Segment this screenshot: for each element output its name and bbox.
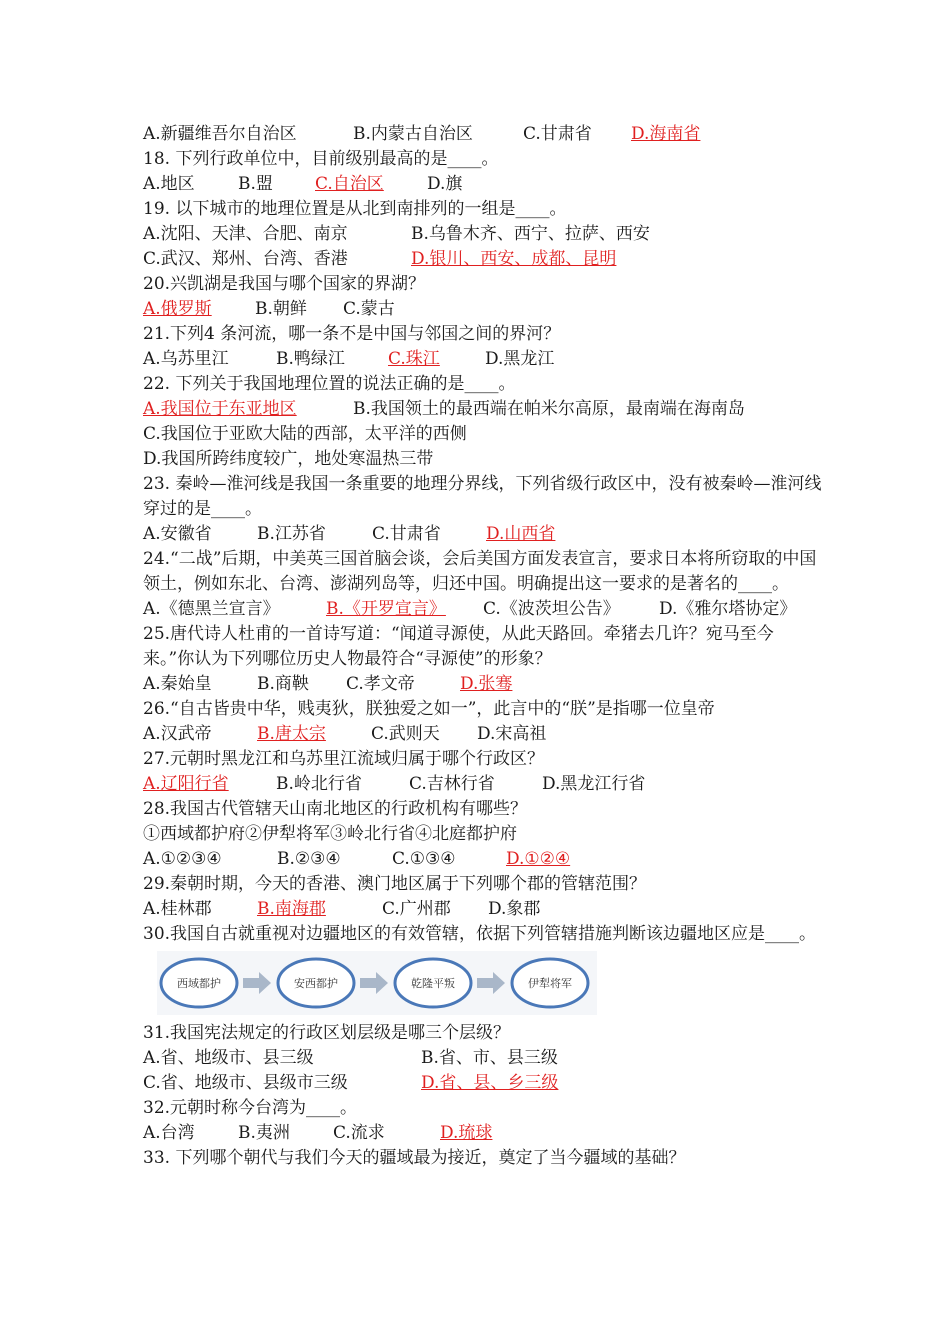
text-line xyxy=(143,847,823,872)
answer-option: D.省、县、乡三级 xyxy=(421,1073,559,1093)
text-segment: A.桂林郡 xyxy=(143,899,212,919)
text-segment: 22. 下列关于我国地理位置的说法正确的是____。 xyxy=(143,374,516,394)
text-line xyxy=(143,247,823,272)
text-segment: D.我国所跨纬度较广，地处寒温热三带 xyxy=(143,449,434,469)
flow-node-label: 乾隆平叛 xyxy=(411,977,455,990)
flow-diagram xyxy=(143,947,823,1021)
text-line xyxy=(143,1046,823,1071)
text-segment: A.沈阳、天津、合肥、南京 xyxy=(143,224,348,244)
answer-option: A.辽阳行省 xyxy=(143,774,229,794)
text-segment: B.乌鲁木齐、西宁、拉萨、西安 xyxy=(411,224,650,244)
answer-option: C.自治区 xyxy=(315,174,384,194)
text-segment: B.鸭绿江 xyxy=(276,349,345,369)
text-segment: A.地区 xyxy=(143,174,195,194)
text-line xyxy=(143,322,823,347)
text-line xyxy=(143,672,823,697)
text-segment: A.《德黑兰宣言》 xyxy=(143,599,280,619)
text-line xyxy=(143,522,823,547)
text-segment: 27.元朝时黑龙江和乌苏里江流域归属于哪个行政区？ xyxy=(143,749,545,769)
answer-option: D.银川、西安、成都、昆明 xyxy=(411,249,617,269)
text-segment: C.甘肃省 xyxy=(372,524,441,544)
text-segment: C.省、地级市、县级市三级 xyxy=(143,1073,348,1093)
text-segment: B.夷洲 xyxy=(238,1123,290,1143)
answer-option: B.唐太宗 xyxy=(257,724,326,744)
text-segment: 25.唐代诗人杜甫的一首诗写道：“闻道寻源使，从此天路回。牵猪去几许？宛马至今来。”你认为下列哪位历史人物最符合“寻源使”的形象？ xyxy=(143,624,774,669)
text-line xyxy=(143,297,823,322)
text-line xyxy=(143,372,823,397)
text-segment: C.《波茨坦公告》 xyxy=(483,599,620,619)
text-segment: 32.元朝时称今台湾为____。 xyxy=(143,1098,358,1118)
text-segment: B.内蒙古自治区 xyxy=(353,124,473,144)
text-line xyxy=(143,172,823,197)
text-segment: A.省、地级市、县三级 xyxy=(143,1048,314,1068)
text-segment: 30.我国自古就重视对边疆地区的有效管辖，依据下列管辖措施判断该边疆地区应是____。 xyxy=(143,924,817,944)
text-line xyxy=(143,147,823,172)
flow-node-label: 伊犁将军 xyxy=(528,977,572,990)
text-line xyxy=(143,397,823,422)
text-line xyxy=(143,347,823,372)
text-segment: 24.“二战”后期，中美英三国首脑会谈，会后美国方面发表宣言，要求日本将所窃取的中国领土，例如东北、台湾、澎湖列岛等，归还中国。明确提出这一要求的是著名的____。 xyxy=(143,549,817,594)
text-segment: C.①③④ xyxy=(392,849,456,869)
text-segment: 18. 下列行政单位中，目前级别最高的是____。 xyxy=(143,149,499,169)
text-segment: A.汉武帝 xyxy=(143,724,212,744)
text-segment: C.我国位于亚欧大陆的西部，太平洋的西侧 xyxy=(143,424,467,444)
text-line xyxy=(143,1121,823,1146)
text-segment: 20.兴凯湖是我国与哪个国家的界湖？ xyxy=(143,274,426,294)
text-segment: A.安徽省 xyxy=(143,524,212,544)
text-segment: C.甘肃省 xyxy=(523,124,592,144)
text-segment: 31.我国宪法规定的行政区划层级是哪三个层级？ xyxy=(143,1023,511,1043)
text-segment: B.江苏省 xyxy=(257,524,326,544)
text-line xyxy=(143,722,823,747)
answer-option: D.山西省 xyxy=(486,524,556,544)
text-line xyxy=(143,422,823,447)
text-segment: A.①②③④ xyxy=(143,849,222,869)
text-line xyxy=(143,1146,823,1171)
text-line xyxy=(143,597,823,622)
text-segment: 29.秦朝时期，今天的香港、澳门地区属于下列哪个郡的管辖范围？ xyxy=(143,874,647,894)
text-segment: C.流求 xyxy=(333,1123,385,1143)
text-segment: B.②③④ xyxy=(277,849,341,869)
text-segment: A.秦始皇 xyxy=(143,674,212,694)
text-segment: ①西域都护府②伊犁将军③岭北行省④北庭都护府 xyxy=(143,824,517,844)
flow-node-label: 安西都护 xyxy=(294,977,338,990)
text-segment: B.朝鲜 xyxy=(255,299,307,319)
answer-option: A.我国位于东亚地区 xyxy=(143,399,297,419)
text-segment: 33. 下列哪个朝代与我们今天的疆域最为接近，奠定了当今疆域的基础？ xyxy=(143,1148,686,1168)
text-line xyxy=(143,122,823,147)
text-segment: A.台湾 xyxy=(143,1123,195,1143)
text-line xyxy=(143,872,823,897)
answer-option: D.海南省 xyxy=(631,124,701,144)
answer-option: D.琉球 xyxy=(440,1123,493,1143)
text-line xyxy=(143,797,823,822)
text-segment: C.蒙古 xyxy=(343,299,395,319)
text-segment: C.武则天 xyxy=(371,724,440,744)
text-segment: A.乌苏里江 xyxy=(143,349,229,369)
document-page xyxy=(143,122,823,1171)
text-segment: C.武汉、郑州、台湾、香港 xyxy=(143,249,348,269)
answer-option: B.《开罗宣言》 xyxy=(326,599,446,619)
text-segment: C.孝文帝 xyxy=(346,674,415,694)
text-line xyxy=(143,1096,823,1121)
answer-option: D.张骞 xyxy=(460,674,513,694)
text-segment: D.宋高祖 xyxy=(477,724,547,744)
answer-option: D.①②④ xyxy=(506,849,571,869)
flow-node-label: 西域都护 xyxy=(177,977,221,990)
text-segment: D.黑龙江 xyxy=(485,349,555,369)
text-line xyxy=(143,197,823,222)
text-segment: 28.我国古代管辖天山南北地区的行政机构有哪些？ xyxy=(143,799,528,819)
text-segment: 19. 以下城市的地理位置是从北到南排列的一组是____。 xyxy=(143,199,567,219)
text-segment: B.我国领土的最西端在帕米尔高原，最南端在海南岛 xyxy=(353,399,745,419)
text-line xyxy=(143,922,823,947)
text-segment: 23. 秦岭—淮河线是我国一条重要的地理分界线，下列省级行政区中，没有被秦岭—淮河线穿过的是____。 xyxy=(143,474,822,519)
text-line xyxy=(143,697,823,722)
text-segment: D.黑龙江行省 xyxy=(542,774,646,794)
text-line xyxy=(143,747,823,772)
text-line xyxy=(143,547,823,597)
text-line xyxy=(143,772,823,797)
text-segment: A.新疆维吾尔自治区 xyxy=(143,124,297,144)
answer-option: C.珠江 xyxy=(388,349,440,369)
text-segment: B.商鞅 xyxy=(257,674,309,694)
text-line xyxy=(143,822,823,847)
text-segment: C.吉林行省 xyxy=(409,774,495,794)
answer-option: B.南海郡 xyxy=(257,899,326,919)
text-segment: D.《雅尔塔协定》 xyxy=(659,599,797,619)
text-line xyxy=(143,447,823,472)
text-line xyxy=(143,472,823,522)
text-segment: B.省、市、县三级 xyxy=(421,1048,558,1068)
text-segment: B.盟 xyxy=(238,174,273,194)
text-segment: 26.“自古皆贵中华，贱夷狄，朕独爱之如一”，此言中的“朕”是指哪一位皇帝 xyxy=(143,699,715,719)
text-line xyxy=(143,622,823,672)
flow-diagram-svg xyxy=(157,951,597,1015)
text-segment: D.旗 xyxy=(427,174,463,194)
text-line xyxy=(143,222,823,247)
text-line xyxy=(143,897,823,922)
text-line xyxy=(143,272,823,297)
text-line xyxy=(143,1071,823,1096)
text-segment: D.象郡 xyxy=(488,899,541,919)
answer-option: A.俄罗斯 xyxy=(143,299,212,319)
text-segment: 21.下列4 条河流，哪一条不是中国与邻国之间的界河？ xyxy=(143,324,561,344)
text-segment: C.广州郡 xyxy=(382,899,451,919)
text-line xyxy=(143,1021,823,1046)
text-segment: B.岭北行省 xyxy=(276,774,362,794)
